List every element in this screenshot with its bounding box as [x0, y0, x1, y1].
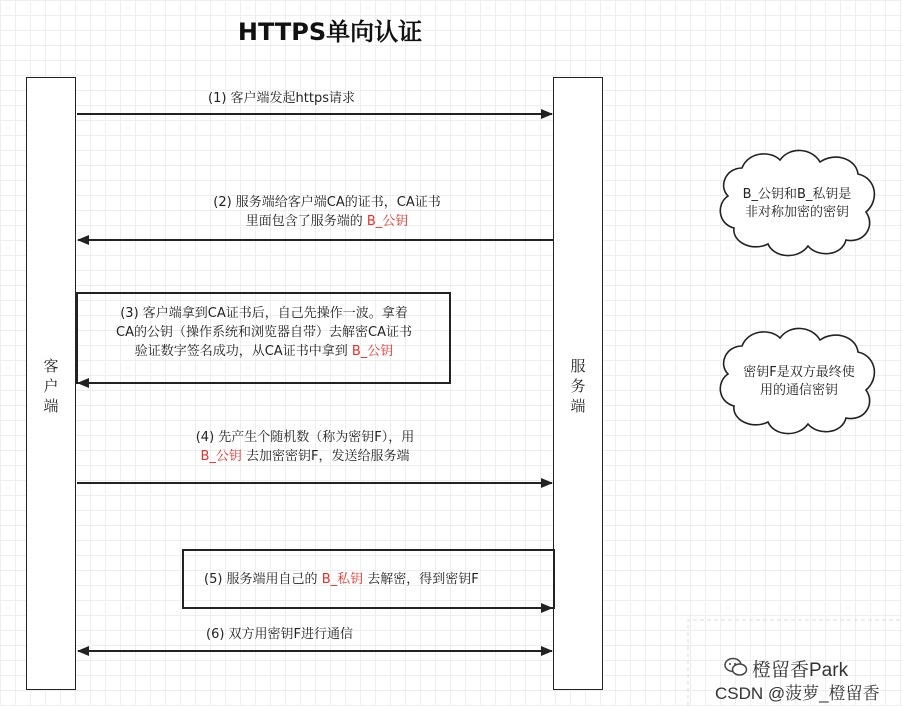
watermark-csdn: CSDN @菠萝_橙留香 [715, 684, 880, 703]
step3-label: (3) 客户端拿到CA证书后，自己先操作一波。拿着 CA的公钥（操作系统和浏览器自带）去解密CA证书 验证数字签名成功，从CA证书中拿到 B_公钥 [116, 306, 412, 359]
b-public-key-text: B_公钥 [366, 214, 409, 229]
client-label: 客 户 端 [43, 357, 59, 415]
b-public-key-text: B_公钥 [200, 449, 242, 464]
watermark-brand: 橙留香Park [752, 660, 849, 681]
step5-label: (5) 服务端用自己的 B_私钥 去解密，得到密钥F [204, 572, 479, 587]
step1-label: (1) 客户端发起https请求 [208, 91, 356, 106]
b-public-key-text: B_公钥 [351, 344, 394, 359]
step6-label: (6) 双方用密钥F进行通信 [206, 627, 354, 642]
diagram-title: HTTPS单向认证 [237, 18, 423, 46]
step2-label: (2) 服务端给客户端CA的证书，CA证书 里面包含了服务端的 B_公钥 [213, 195, 441, 229]
wechat-icon [724, 657, 748, 677]
step4-label: (4) 先产生个随机数（称为密钥F），用 B_公钥 去加密密钥F，发送给服务端 [195, 430, 415, 464]
cloud-note-2-text: 密钥F是双方最终使 用的通信密钥 [743, 365, 855, 398]
cloud-note-1-text: B_公钥和B_私钥是 非对称加密的密钥 [742, 187, 852, 220]
b-private-key-text: B_私钥 [321, 572, 364, 587]
server-label: 服 务 端 [570, 357, 586, 415]
